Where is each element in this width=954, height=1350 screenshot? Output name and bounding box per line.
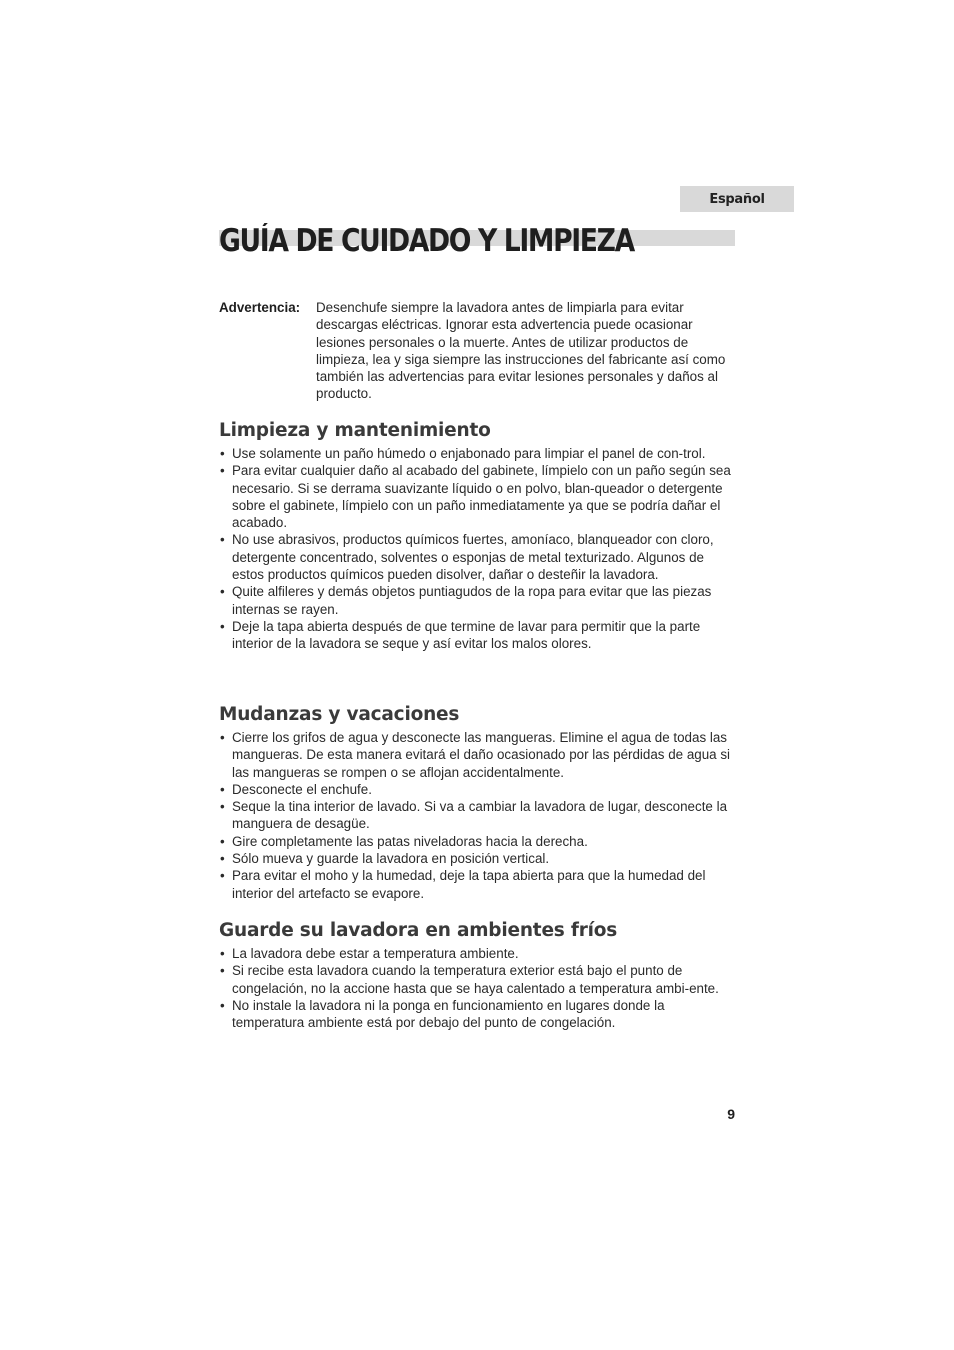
list-item: • La lavadora debe estar a temperatura ambiente. — [219, 945, 739, 962]
cleaning-list — [219, 445, 739, 653]
list-item: • No use abrasivos, productos químicos fuertes, amoníaco, blanqueador con cloro, detergente concentrado, solventes o esponjas de metal texturizado. Algunos de estos productos químicos pueden disolver, dañar o desteñir la lavadora. — [219, 531, 739, 583]
list-item: • Use solamente un paño húmedo o enjabonado para limpiar el panel de con-trol. — [219, 445, 739, 462]
list-item: • Desconecte el enchufe. — [219, 781, 739, 798]
list-item: • Cierre los grifos de agua y desconecte las mangueras. Elimine el agua de todas las mangueras. De esta manera evitará el daño ocasionado por las pérdidas de agua si las mangueras se rompen o se aflojan accidentalmente. — [219, 729, 739, 781]
warning-text: Desenchufe siempre la lavadora antes de limpiarla para evitar descargas eléctricas. Ignorar esta advertencia puede ocasionar lesiones personales o la muerte. Antes de utilizar productos de limpieza, lea y siga siempre las instrucciones del fabricante así como también las advertencias para evitar lesiones personales y daños al producto. — [316, 300, 726, 402]
list-item: • Quite alfileres y demás objetos puntiagudos de la ropa para evitar que las piezas internas se rayen. — [219, 583, 739, 618]
list-item: • Si recibe esta lavadora cuando la temperatura exterior está bajo el punto de congelación, no la accione hasta que se haya calentado a temperatura ambi-ente. — [219, 962, 739, 997]
list-item: • Para evitar el moho y la humedad, deje la tapa abierta para que la humedad del interior del artefacto se evapore. — [219, 867, 739, 902]
cold-storage-list — [219, 945, 739, 1031]
moving-list — [219, 729, 739, 902]
list-item: • Deje la tapa abierta después de que termine de lavar para permitir que la parte interior de la lavadora se seque y así evitar los malos olores. — [219, 618, 739, 653]
section-heading-cold-storage: Guarde su lavadora en ambientes fríos — [219, 920, 618, 941]
language-tab: Español — [680, 186, 794, 212]
section-heading-moving: Mudanzas y vacaciones — [219, 704, 460, 725]
warning-block — [219, 299, 739, 403]
list-item: • Para evitar cualquier daño al acabado del gabinete, límpielo con un paño según sea necesario. Si se derrama suavizante líquido o en polvo, blan-queador o detergente sobre el gabinete, límpielo con un paño inmediatamente ya que se podría dañar el acabado. — [219, 462, 739, 531]
page-title: GUÍA DE CUIDADO Y LIMPIEZA — [219, 223, 634, 259]
list-item: • Seque la tina interior de lavado. Si va a cambiar la lavadora de lugar, desconecte la manguera de desagüe. — [219, 798, 739, 833]
section-heading-cleaning: Limpieza y mantenimiento — [219, 420, 491, 441]
page-number: 9 — [727, 1106, 735, 1122]
list-item: • Sólo mueva y guarde la lavadora en posición vertical. — [219, 850, 739, 867]
list-item: • Gire completamente las patas niveladoras hacia la derecha. — [219, 833, 739, 850]
warning-label: Advertencia: — [219, 300, 301, 315]
list-item: • No instale la lavadora ni la ponga en funcionamiento en lugares donde la temperatura ambiente está por debajo del punto de congelación. — [219, 997, 739, 1032]
